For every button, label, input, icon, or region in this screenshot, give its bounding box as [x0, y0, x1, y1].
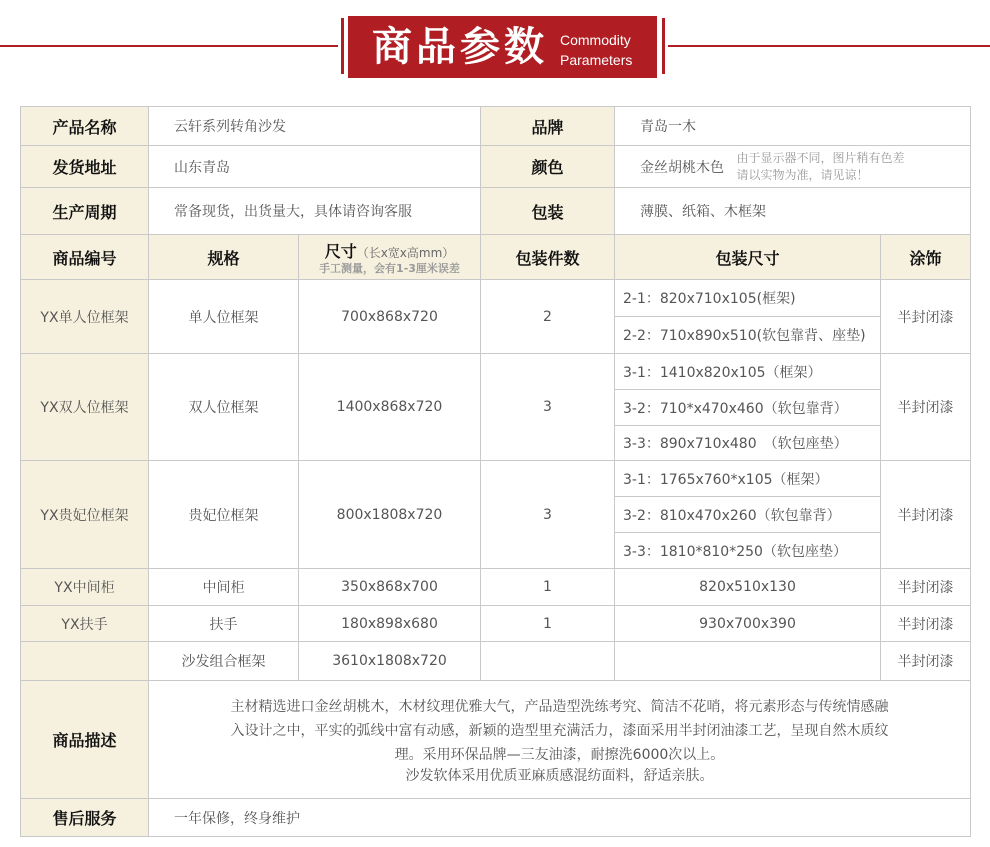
- col-size: [299, 235, 481, 280]
- name-value: 云轩系列转角沙发: [149, 107, 481, 146]
- table-row: [21, 642, 971, 681]
- row-finish: 半封闭漆: [881, 280, 971, 354]
- header-title-en-line1: Commodity: [560, 32, 631, 48]
- col-code: 商品编号: [21, 235, 149, 280]
- row-pieces: 3: [481, 354, 615, 461]
- row-pieces: 1: [481, 569, 615, 606]
- row-pieces: 2: [481, 280, 615, 354]
- cycle-value: 常备现货，出货量大，具体请咨询客服: [149, 188, 481, 235]
- header-title-en: [560, 30, 632, 70]
- description-line: 入设计之中，平实的弧线中富有动感，新颖的造型里充满活力，漆面采用半封闭油漆工艺，呈现自然木质纹: [230, 722, 889, 739]
- parameters-table: [20, 106, 971, 837]
- col-size-note: 手工测量，会有1-3厘米误差: [319, 261, 460, 275]
- row-size: 3610x1808x720: [299, 642, 481, 681]
- info-row-cycle: [21, 188, 971, 235]
- description-line: 沙发软体采用优质亚麻质感混纺面料，舒适亲肤。: [405, 767, 714, 784]
- row-pack: 3-1：1765x760*x105（框架）: [615, 461, 881, 497]
- row-size: 180x898x680: [299, 606, 481, 642]
- row-pieces: 1: [481, 606, 615, 642]
- color-note-line1: 由于显示器不同，图片稍有色差: [736, 150, 905, 165]
- row-size: 800x1808x720: [299, 461, 481, 569]
- row-size: 1400x868x720: [299, 354, 481, 461]
- description-label: 商品描述: [21, 681, 149, 799]
- row-pieces: [481, 642, 615, 681]
- brand-label: 品牌: [481, 107, 615, 146]
- row-code: YX贵妃位框架: [21, 461, 149, 569]
- row-pack: 2-1：820x710x105(框架): [615, 280, 881, 317]
- row-pack: 3-3：890x710x480 （软包座垫）: [615, 426, 881, 461]
- col-finish: 涂饰: [881, 235, 971, 280]
- row-pack: [615, 642, 881, 681]
- header-title-cn: 商品参数: [372, 23, 548, 70]
- origin-label: 发货地址: [21, 146, 149, 188]
- row-size: 350x868x700: [299, 569, 481, 606]
- row-code: [21, 642, 149, 681]
- header-tick-left: [341, 18, 344, 74]
- origin-value: 山东青岛: [149, 146, 481, 188]
- table-row: [21, 354, 971, 390]
- section-header: [0, 0, 990, 90]
- row-finish: 半封闭漆: [881, 461, 971, 569]
- row-size: 700x868x720: [299, 280, 481, 354]
- info-row-origin: [21, 146, 971, 188]
- col-size-label: 尺寸: [324, 241, 357, 261]
- brand-value: 青岛一木: [615, 107, 971, 146]
- row-code: YX扶手: [21, 606, 149, 642]
- column-header-row: [21, 235, 971, 280]
- header-tick-right: [662, 18, 665, 74]
- color-value: 金丝胡桃木色: [640, 159, 724, 176]
- row-spec: 贵妃位框架: [149, 461, 299, 569]
- header-rule-left: [0, 45, 338, 47]
- table-row: [21, 461, 971, 497]
- row-finish: 半封闭漆: [881, 606, 971, 642]
- header-rule-right: [668, 45, 990, 47]
- color-cell: [615, 146, 971, 188]
- col-size-unit: （长x宽x高mm）: [356, 245, 455, 260]
- col-spec: 规格: [149, 235, 299, 280]
- cycle-label: 生产周期: [21, 188, 149, 235]
- description-row: [21, 681, 971, 799]
- service-label: 售后服务: [21, 799, 149, 837]
- col-pieces: 包装件数: [481, 235, 615, 280]
- row-spec: 扶手: [149, 606, 299, 642]
- row-code: YX双人位框架: [21, 354, 149, 461]
- row-pack: 3-1：1410x820x105（框架）: [615, 354, 881, 390]
- service-row: [21, 799, 971, 837]
- pack-value: 薄膜、纸箱、木框架: [615, 188, 971, 235]
- description-line: 主材精选进口金丝胡桃木，木材纹理优雅大气，产品造型洗练考究、简洁不花哨，将元素形态与传统情感融: [230, 698, 889, 715]
- row-spec: 沙发组合框架: [149, 642, 299, 681]
- row-finish: 半封闭漆: [881, 569, 971, 606]
- row-spec: 双人位框架: [149, 354, 299, 461]
- row-pack: 2-2：710x890x510(软包靠背、座垫): [615, 317, 881, 354]
- row-finish: 半封闭漆: [881, 642, 971, 681]
- service-value: 一年保修，终身维护: [149, 799, 971, 837]
- row-spec: 单人位框架: [149, 280, 299, 354]
- row-pack: 3-2：810x470x260（软包靠背）: [615, 497, 881, 533]
- name-label: 产品名称: [21, 107, 149, 146]
- pack-label: 包装: [481, 188, 615, 235]
- row-pack: 930x700x390: [615, 606, 881, 642]
- color-note: [736, 150, 904, 184]
- table-row: [21, 569, 971, 606]
- row-pack: 820x510x130: [615, 569, 881, 606]
- row-code: YX中间柜: [21, 569, 149, 606]
- table-row: [21, 280, 971, 317]
- row-code: YX单人位框架: [21, 280, 149, 354]
- color-note-line2: 请以实物为准，请见谅！: [736, 167, 869, 182]
- description-text: [149, 681, 971, 799]
- row-pack: 3-2：710*x470x460（软包靠背）: [615, 390, 881, 426]
- row-spec: 中间柜: [149, 569, 299, 606]
- description-line: 理。采用环保品牌—三友油漆，耐擦洗6000次以上。: [394, 746, 725, 763]
- color-label: 颜色: [481, 146, 615, 188]
- row-pack: 3-3：1810*810*250（软包座垫）: [615, 533, 881, 569]
- row-pieces: 3: [481, 461, 615, 569]
- row-finish: 半封闭漆: [881, 354, 971, 461]
- info-row-name: [21, 107, 971, 146]
- col-pack-size: 包装尺寸: [615, 235, 881, 280]
- header-title-en-line2: Parameters: [560, 52, 633, 68]
- table-row: [21, 606, 971, 642]
